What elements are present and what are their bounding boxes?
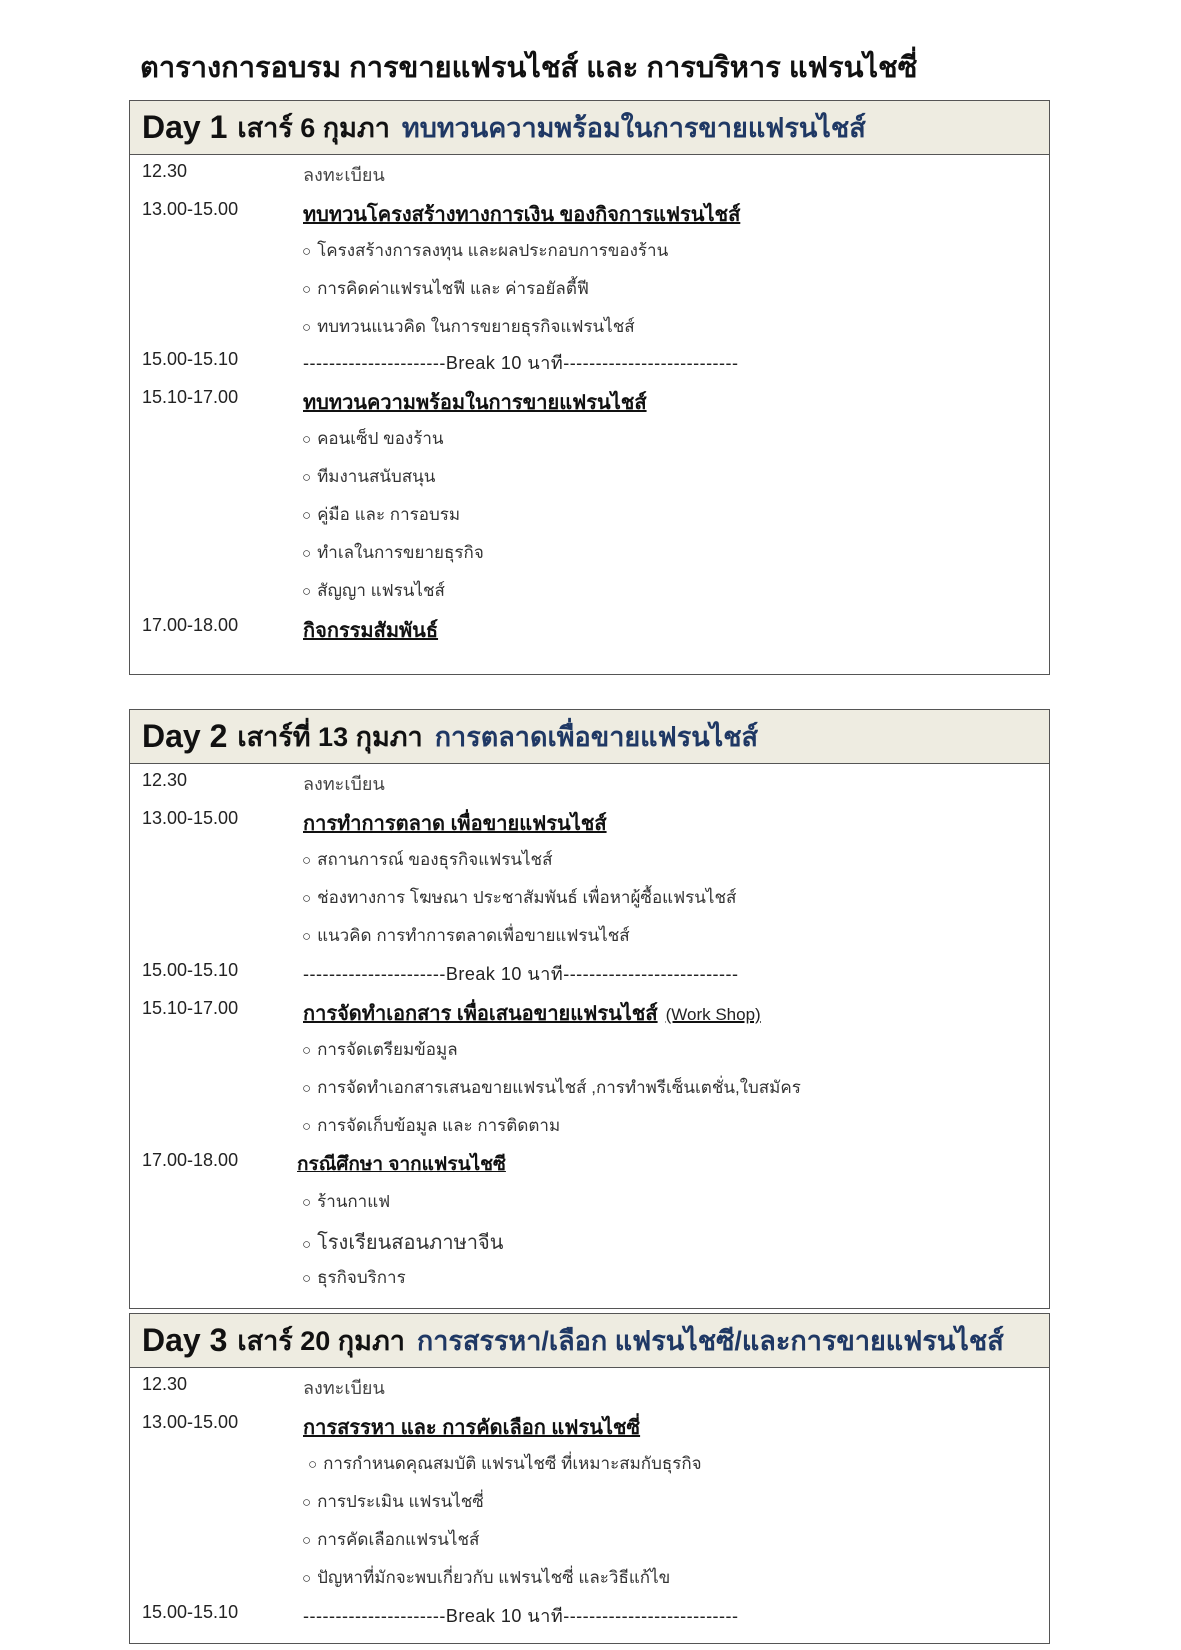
bullet-text: การคิดค่าแฟรนไชฟี และ ค่ารอยัลตี้ฟี [317, 279, 589, 298]
day-3-block [129, 1313, 1050, 1644]
break-text: ----------------------Break 10 นาที--------------------------- [303, 1606, 739, 1626]
workshop-note: (Work Shop) [665, 1005, 761, 1024]
bullet-text: ทำเลในการขยายธุรกิจ [317, 543, 484, 562]
day-topic: การสรรหา/เลือก แฟรนไชซี/และการขายแฟรนไชส์ [416, 1326, 1004, 1356]
bullet-text: การจัดเตรียมข้อมูล [317, 1040, 458, 1059]
registration-text: ลงทะเบียน [303, 1378, 385, 1398]
day-date: เสาร์ 20 กุมภา [237, 1326, 405, 1356]
schedule-row [130, 1144, 1049, 1182]
day-1-block [129, 100, 1050, 675]
bullet-text: การคัดเลือกแฟรนไชส์ [317, 1530, 480, 1549]
bullet-text: ทบทวนแนวคิด ในการขยายธุรกิจแฟรนไชส์ [317, 317, 635, 336]
bullet-row [130, 571, 1049, 609]
circle-bullet-icon: ○ [302, 1494, 312, 1511]
bullet-row [130, 1520, 1049, 1558]
schedule-row [130, 1368, 1049, 1406]
circle-bullet-icon: ○ [302, 431, 312, 448]
bullet-text: ธุรกิจบริการ [317, 1268, 406, 1287]
time-slot: 13.00-15.00 [142, 1412, 239, 1432]
bullet-row [130, 1106, 1049, 1144]
bullet-row [130, 457, 1049, 495]
day-topic: ทบทวนความพร้อมในการขายแฟรนไชส์ [401, 113, 866, 143]
bullet-row [130, 533, 1049, 571]
schedule-row [130, 1596, 1049, 1634]
day-2-header [130, 710, 1049, 764]
session-title: ทบทวนความพร้อมในการขายแฟรนไชส์ [303, 392, 647, 414]
circle-bullet-icon: ○ [308, 1456, 318, 1473]
bullet-row [130, 1068, 1049, 1106]
schedule-row [130, 802, 1049, 840]
schedule-row [130, 992, 1049, 1030]
circle-bullet-icon: ○ [302, 1532, 312, 1549]
bullet-row [130, 231, 1049, 269]
circle-bullet-icon: ○ [302, 507, 312, 524]
bullet-text: คู่มือ และ การอบรม [317, 505, 461, 524]
bullet-text: ปัญหาที่มักจะพบเกี่ยวกับ แฟรนไชซี่ และวิธีแก้ไข [317, 1568, 671, 1587]
bullet-text: โรงเรียนสอนภาษาจีน [317, 1232, 504, 1254]
bullet-text: โครงสร้างการลงทุน และผลประกอบการของร้าน [317, 241, 669, 260]
bullet-row [130, 269, 1049, 307]
time-slot: 17.00-18.00 [142, 1150, 239, 1170]
time-slot: 15.00-15.10 [142, 960, 239, 980]
schedule-row [130, 609, 1049, 647]
schedule-row [130, 343, 1049, 381]
circle-bullet-icon: ○ [302, 928, 312, 945]
bullet-text: คอนเซ็ป ของร้าน [317, 429, 444, 448]
circle-bullet-icon: ○ [302, 1236, 312, 1253]
circle-bullet-icon: ○ [302, 545, 312, 562]
bullet-text: ทีมงานสนับสนุน [317, 467, 436, 486]
session-title: ทบทวนโครงสร้างทางการเงิน ของกิจการแฟรนไชส์ [303, 204, 741, 226]
bullet-text: ร้านกาแฟ [317, 1192, 391, 1211]
time-slot: 15.00-15.10 [142, 349, 239, 369]
schedule-row [130, 954, 1049, 992]
day-label: Day 2 [142, 718, 228, 754]
bullet-text: แนวคิด การทำการตลาดเพื่อขายแฟรนไชส์ [317, 926, 630, 945]
bullet-text: สถานการณ์ ของธุรกิจแฟรนไชส์ [317, 850, 553, 869]
circle-bullet-icon: ○ [302, 583, 312, 600]
circle-bullet-icon: ○ [302, 319, 312, 336]
time-slot: 13.00-15.00 [142, 808, 239, 828]
time-slot: 13.00-15.00 [142, 199, 239, 219]
bullet-text: การกำหนดคุณสมบัติ แฟรนไชซี ที่เหมาะสมกับธุรกิจ [323, 1454, 702, 1473]
bullet-text: การจัดเก็บข้อมูล และ การติดตาม [317, 1116, 561, 1135]
bullet-row [130, 1444, 1049, 1482]
circle-bullet-icon: ○ [302, 1118, 312, 1135]
bullet-row [130, 307, 1049, 345]
circle-bullet-icon: ○ [302, 852, 312, 869]
time-slot: 12.30 [142, 161, 188, 181]
time-slot: 17.00-18.00 [142, 615, 239, 635]
bullet-text: การจัดทำเอกสารเสนอขายแฟรนไชส์ ,การทำพรีเซ็นเตชั่น,ใบสมัคร [317, 1078, 801, 1097]
bullet-row [130, 916, 1049, 954]
circle-bullet-icon: ○ [302, 469, 312, 486]
bullet-row [130, 1258, 1049, 1296]
bullet-row [130, 1030, 1049, 1068]
day-label: Day 3 [142, 1322, 228, 1358]
time-slot: 15.10-17.00 [142, 998, 239, 1018]
break-text: ----------------------Break 10 นาที--------------------------- [303, 964, 739, 984]
time-slot: 12.30 [142, 1374, 188, 1394]
bullet-row [130, 1220, 1049, 1258]
time-slot: 15.10-17.00 [142, 387, 239, 407]
schedule-row [130, 155, 1049, 193]
day-2-block [129, 709, 1050, 1309]
session-title: กิจกรรมสัมพันธ์ [303, 620, 439, 642]
break-text: ----------------------Break 10 นาที--------------------------- [303, 353, 739, 373]
registration-text: ลงทะเบียน [303, 774, 385, 794]
bullet-row [130, 878, 1049, 916]
circle-bullet-icon: ○ [302, 243, 312, 260]
bullet-text: ช่องทางการ โฆษณา ประชาสัมพันธ์ เพื่อหาผู้ซื้อแฟรนไชส์ [317, 888, 737, 907]
circle-bullet-icon: ○ [302, 890, 312, 907]
session-title: การทำการตลาด เพื่อขายแฟรนไชส์ [303, 813, 607, 835]
bullet-row [130, 419, 1049, 457]
time-slot: 12.30 [142, 770, 188, 790]
day-topic: การตลาดเพื่อขายแฟรนไชส์ [434, 722, 759, 752]
day-date: เสาร์ 6 กุมภา [237, 113, 390, 143]
day-date: เสาร์ที่ 13 กุมภา [237, 722, 423, 752]
session-title: การสรรหา และ การคัดเลือก แฟรนไชซี่ [303, 1417, 641, 1439]
bullet-row [130, 495, 1049, 533]
circle-bullet-icon: ○ [302, 1270, 312, 1287]
bullet-text: การประเมิน แฟรนไชซี่ [317, 1492, 484, 1511]
schedule-row [130, 381, 1049, 419]
day-1-header [130, 101, 1049, 155]
bullet-text: สัญญา แฟรนไชส์ [317, 581, 445, 600]
session-title: กรณีศึกษา จากแฟรนไชซี [297, 1154, 506, 1175]
session-title: การจัดทำเอกสาร เพื่อเสนอขายแฟรนไชส์ [303, 1003, 658, 1025]
circle-bullet-icon: ○ [302, 1080, 312, 1097]
day-label: Day 1 [142, 109, 228, 145]
bullet-row [130, 840, 1049, 878]
circle-bullet-icon: ○ [302, 1570, 312, 1587]
schedule-row [130, 764, 1049, 802]
schedule-row [130, 1406, 1049, 1444]
circle-bullet-icon: ○ [302, 1194, 312, 1211]
registration-text: ลงทะเบียน [303, 165, 385, 185]
bullet-row [130, 1482, 1049, 1520]
bullet-row [130, 1182, 1049, 1220]
document-title: ตารางการอบรม การขายแฟรนไชส์ และ การบริหาร แฟรนไชซี่ [140, 52, 918, 84]
schedule-row [130, 193, 1049, 231]
bullet-row [130, 1558, 1049, 1596]
day-3-header [130, 1314, 1049, 1368]
circle-bullet-icon: ○ [302, 1042, 312, 1059]
circle-bullet-icon: ○ [302, 281, 312, 298]
time-slot: 15.00-15.10 [142, 1602, 239, 1622]
